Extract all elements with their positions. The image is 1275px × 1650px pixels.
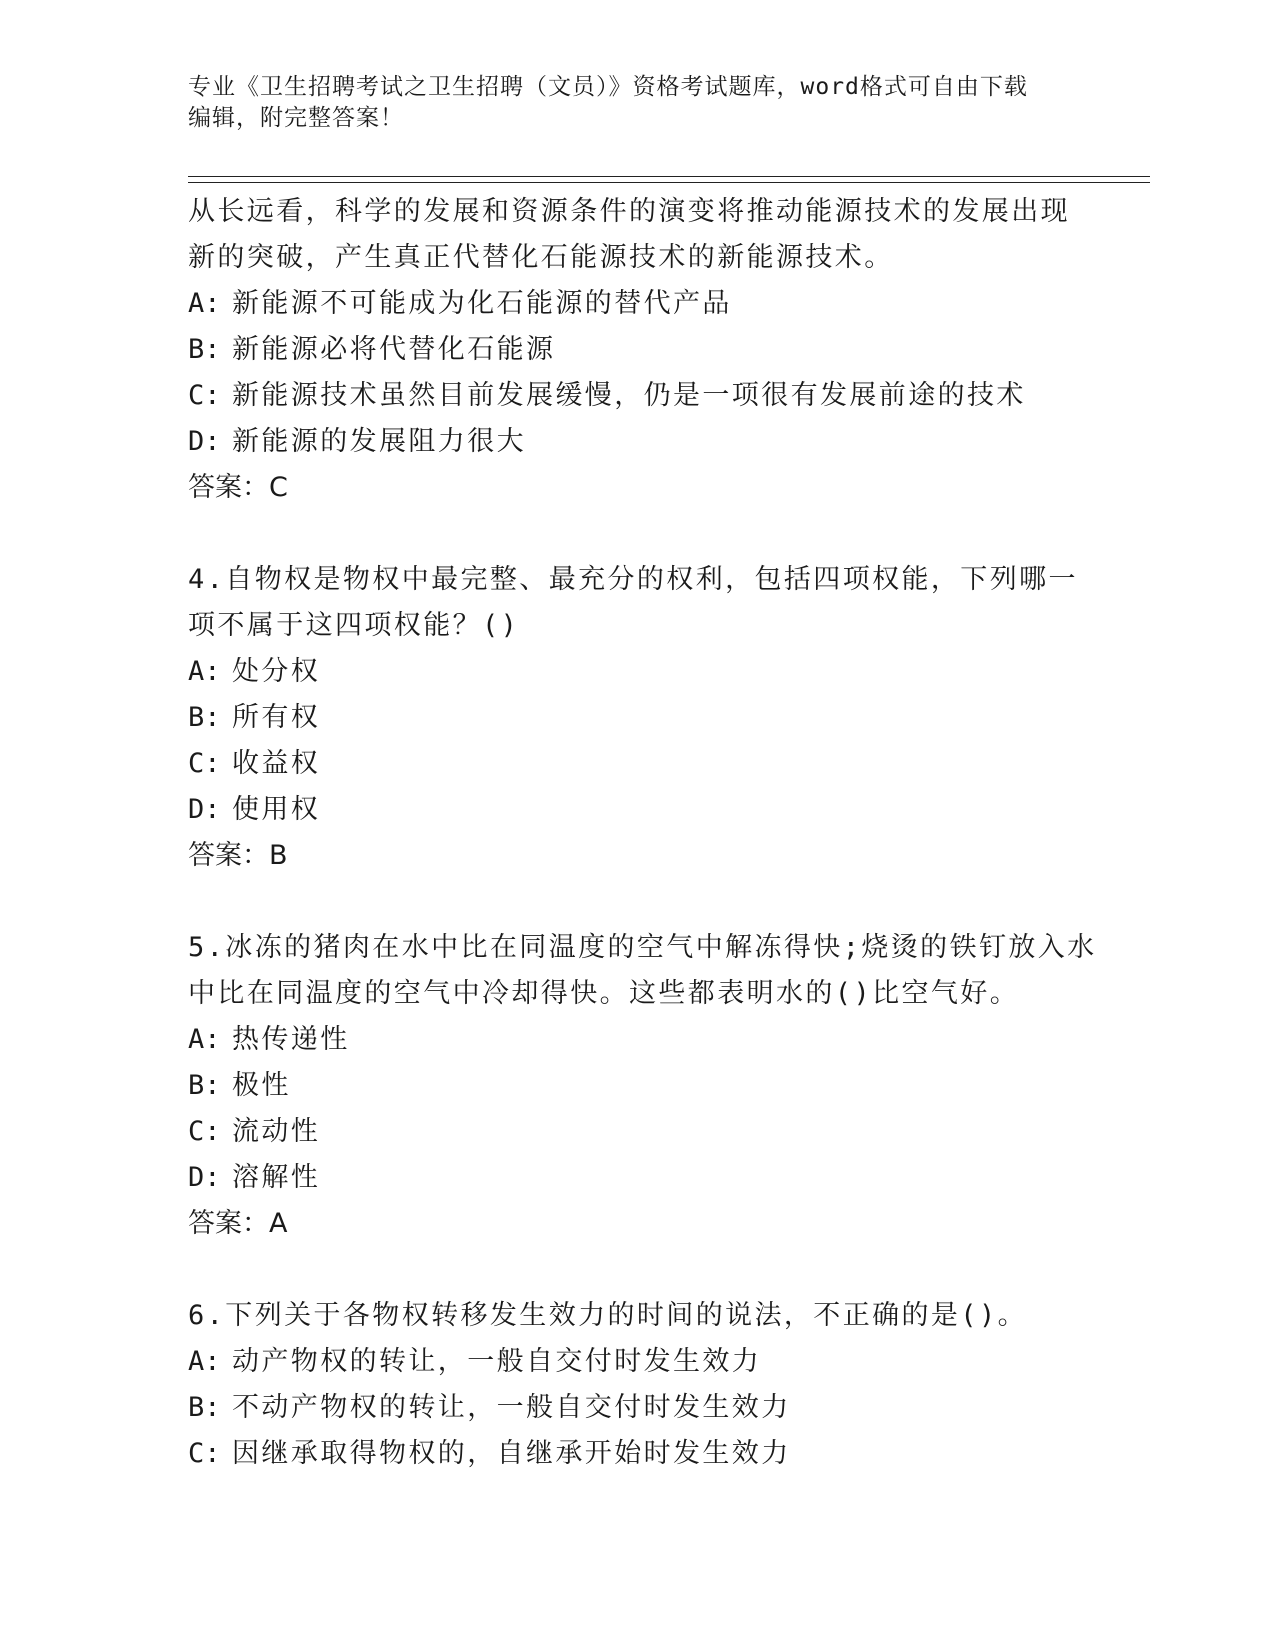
option-text: 新能源必将代替化石能源 bbox=[232, 334, 556, 365]
header-divider-top bbox=[188, 176, 1150, 177]
option-c bbox=[188, 1431, 1088, 1477]
answer-line: 答案：A bbox=[188, 1208, 288, 1239]
question-stem: 4.自物权是物权中最完整、最充分的权利，包括四项权能，下列哪一 bbox=[188, 564, 1078, 595]
question-stem: 从长远看，科学的发展和资源条件的演变将推动能源技术的发展出现 bbox=[188, 196, 1070, 227]
document-header bbox=[188, 72, 1088, 134]
option-text: 因继承取得物权的，自继承开始时发生效力 bbox=[232, 1438, 791, 1469]
header-line-2: 编辑，附完整答案！ bbox=[188, 105, 404, 131]
option-c bbox=[188, 741, 1088, 787]
option-b bbox=[188, 695, 1088, 741]
option-c bbox=[188, 373, 1088, 419]
option-d bbox=[188, 1155, 1088, 1201]
option-text: 新能源不可能成为化石能源的替代产品 bbox=[232, 288, 732, 319]
option-letter: D: bbox=[188, 794, 221, 825]
option-letter: A: bbox=[188, 288, 221, 319]
option-b bbox=[188, 1063, 1088, 1109]
option-d bbox=[188, 419, 1088, 465]
question-block-3 bbox=[188, 189, 1088, 511]
question-stem: 新的突破，产生真正代替化石能源技术的新能源技术。 bbox=[188, 242, 894, 273]
question-block-5 bbox=[188, 925, 1097, 1247]
option-letter: A: bbox=[188, 1346, 221, 1377]
question-list bbox=[188, 189, 1097, 1477]
option-text: 处分权 bbox=[232, 656, 321, 687]
answer-line: 答案：C bbox=[188, 472, 288, 503]
spacer bbox=[188, 511, 1088, 557]
option-d bbox=[188, 787, 1088, 833]
option-letter: A: bbox=[188, 1024, 221, 1055]
option-a bbox=[188, 1017, 1088, 1063]
question-block-6 bbox=[188, 1293, 1088, 1477]
option-text: 不动产物权的转让，一般自交付时发生效力 bbox=[232, 1392, 791, 1423]
option-b bbox=[188, 1385, 1088, 1431]
option-text: 所有权 bbox=[232, 702, 321, 733]
option-letter: C: bbox=[188, 1438, 221, 1469]
option-text: 新能源技术虽然目前发展缓慢，仍是一项很有发展前途的技术 bbox=[232, 380, 1026, 411]
option-c bbox=[188, 1109, 1088, 1155]
header-line-1: 专业《卫生招聘考试之卫生招聘（文员）》资格考试题库，word格式可自由下载 bbox=[188, 74, 1028, 100]
option-text: 动产物权的转让，一般自交付时发生效力 bbox=[232, 1346, 762, 1377]
option-text: 收益权 bbox=[232, 748, 321, 779]
option-text: 溶解性 bbox=[232, 1162, 321, 1193]
question-block-4 bbox=[188, 557, 1088, 879]
question-stem: 项不属于这四项权能？() bbox=[188, 610, 520, 641]
spacer bbox=[188, 1247, 1088, 1293]
option-letter: A: bbox=[188, 656, 221, 687]
option-text: 极性 bbox=[232, 1070, 291, 1101]
question-stem: 5.冰冻的猪肉在水中比在同温度的空气中解冻得快;烧烫的铁钉放入水 bbox=[188, 932, 1097, 963]
question-stem: 中比在同温度的空气中冷却得快。这些都表明水的()比空气好。 bbox=[188, 978, 1020, 1009]
option-letter: B: bbox=[188, 1070, 221, 1101]
spacer bbox=[188, 879, 1088, 925]
option-letter: B: bbox=[188, 702, 221, 733]
option-a bbox=[188, 1339, 1088, 1385]
option-text: 流动性 bbox=[232, 1116, 321, 1147]
option-letter: B: bbox=[188, 1392, 221, 1423]
option-letter: C: bbox=[188, 380, 221, 411]
answer-line: 答案：B bbox=[188, 840, 288, 871]
option-text: 热传递性 bbox=[232, 1024, 350, 1055]
option-text: 使用权 bbox=[232, 794, 321, 825]
option-a bbox=[188, 281, 1088, 327]
option-letter: D: bbox=[188, 426, 221, 457]
option-b bbox=[188, 327, 1088, 373]
question-stem: 6.下列关于各物权转移发生效力的时间的说法，不正确的是()。 bbox=[188, 1300, 1028, 1331]
option-text: 新能源的发展阻力很大 bbox=[232, 426, 526, 457]
option-letter: B: bbox=[188, 334, 221, 365]
option-letter: D: bbox=[188, 1162, 221, 1193]
header-divider-bottom bbox=[188, 182, 1150, 183]
option-a bbox=[188, 649, 1088, 695]
option-letter: C: bbox=[188, 1116, 221, 1147]
option-letter: C: bbox=[188, 748, 221, 779]
